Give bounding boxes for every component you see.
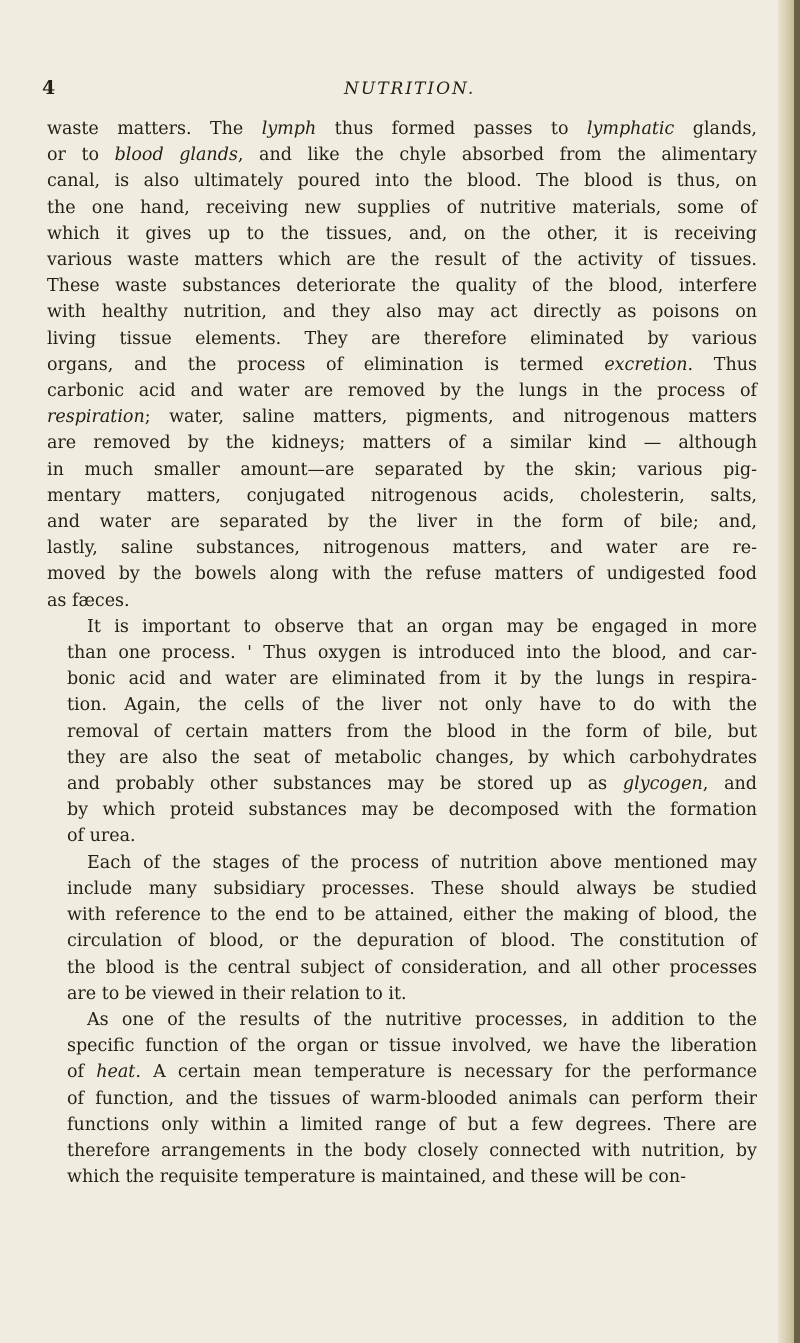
page-binding-edge	[794, 0, 800, 1343]
italic-term: glycogen	[622, 774, 703, 795]
text-run: bonic acid and water are eliminated from it by the lungs in respira-	[67, 669, 757, 690]
text-run: These waste substances deteriorate the quality of the blood, interfere	[47, 276, 757, 297]
text-run: of	[67, 1062, 97, 1083]
text-run: glands,	[674, 119, 757, 139]
text-line	[47, 1007, 757, 1033]
text-line	[47, 719, 757, 745]
text-run: as fæces.	[47, 590, 130, 611]
text-line	[47, 1033, 757, 1059]
text-line	[47, 981, 757, 1007]
paragraph	[47, 614, 757, 850]
text-run: , and	[702, 774, 757, 795]
text-run: carbonic acid and water are removed by the lungs in the process of	[47, 381, 757, 402]
body-text	[47, 116, 757, 1190]
paragraph	[47, 850, 757, 1007]
text-run: canal, is also ultimately poured into the blood. The blood is thus, on	[47, 171, 757, 192]
text-line	[47, 614, 757, 640]
text-run: they are also the seat of metabolic changes, by which carbohydrates	[67, 747, 757, 768]
text-line	[47, 168, 757, 194]
text-line	[47, 1138, 757, 1164]
text-line	[47, 142, 757, 168]
text-line	[47, 588, 757, 614]
paragraph	[47, 116, 757, 614]
text-line	[47, 745, 757, 771]
text-line	[47, 430, 757, 456]
text-line	[47, 1164, 757, 1190]
text-run: include many subsidiary processes. These should always be studied	[67, 878, 757, 899]
paragraph	[47, 1007, 757, 1190]
text-run: of function, and the tissues of warm-blooded animals can perform their	[67, 1088, 757, 1109]
text-run: which it gives up to the tissues, and, on the other, it is receiving	[47, 223, 757, 244]
text-line	[47, 1112, 757, 1138]
text-run: or to	[47, 145, 115, 166]
text-line	[47, 116, 757, 142]
text-line	[47, 509, 757, 535]
text-line	[47, 850, 757, 876]
text-run: the one hand, receiving new supplies of nutritive materials, some of	[47, 197, 757, 218]
text-line	[47, 640, 757, 666]
text-run: waste matters. The	[47, 119, 262, 139]
italic-term: lymphatic	[586, 119, 675, 139]
italic-term: respiration	[47, 407, 145, 428]
italic-term: heat	[96, 1062, 136, 1083]
text-run: of urea.	[67, 826, 136, 847]
italic-term: excretion	[604, 354, 688, 375]
text-line	[47, 1059, 757, 1085]
text-run: functions only within a limited range of but a few degrees. There are	[67, 1114, 757, 1135]
text-line	[47, 666, 757, 692]
text-line	[47, 823, 757, 849]
text-line	[47, 247, 757, 273]
text-run: moved by the bowels along with the refuse matters of undigested food	[47, 564, 757, 585]
text-line	[47, 273, 757, 299]
text-run: therefore arrangements in the body closely connected with nutrition, by	[67, 1140, 757, 1161]
italic-term: blood glands	[114, 145, 238, 166]
text-run: are to be viewed in their relation to it.	[67, 983, 407, 1004]
text-line	[47, 876, 757, 902]
text-run: and probably other substances may be stored up as	[67, 774, 623, 795]
text-run: and water are separated by the liver in the form of bile; and,	[47, 512, 757, 533]
text-run: specific function of the organ or tissue involved, we have the liberation	[67, 1036, 757, 1057]
text-line	[47, 404, 757, 430]
text-line	[47, 797, 757, 823]
text-run: the blood is the central subject of consideration, and all other processes	[67, 957, 757, 978]
text-line	[47, 326, 757, 352]
text-run: Each of the stages of the process of nutrition above mentioned may	[87, 852, 757, 873]
text-line	[47, 352, 757, 378]
text-run: ; water, saline matters, pigments, and nitrogenous matters	[144, 407, 757, 428]
text-line	[47, 221, 757, 247]
text-line	[47, 195, 757, 221]
text-line	[47, 378, 757, 404]
text-line	[47, 955, 757, 981]
text-run: , and like the chyle absorbed from the alimentary	[237, 145, 757, 166]
text-run: It is important to observe that an organ may be engaged in more	[87, 616, 757, 637]
text-run: As one of the results of the nutritive processes, in addition to the	[87, 1009, 757, 1030]
italic-term: lymph	[261, 119, 317, 139]
text-run: are removed by the kidneys; matters of a similar kind — although	[47, 433, 757, 454]
text-line	[47, 535, 757, 561]
text-run: . Thus	[687, 354, 757, 375]
text-line	[47, 299, 757, 325]
text-run: than one process. ' Thus oxygen is introduced into the blood, and car-	[67, 643, 757, 664]
text-line	[47, 483, 757, 509]
text-run: various waste matters which are the result of the activity of tissues.	[47, 250, 757, 271]
text-run: with healthy nutrition, and they also may act directly as poisons on	[47, 302, 757, 323]
text-run: by which proteid substances may be decomposed with the formation	[67, 800, 757, 821]
page-number: 4	[42, 77, 56, 99]
text-line	[47, 561, 757, 587]
text-line	[47, 692, 757, 718]
text-run: circulation of blood, or the depuration of blood. The constitution of	[67, 931, 757, 952]
text-run: . A certain mean temperature is necessary for the performance	[135, 1062, 757, 1083]
text-run: lastly, saline substances, nitrogenous matters, and water are re-	[47, 538, 757, 559]
text-run: with reference to the end to be attained, either the making of blood, the	[67, 905, 757, 926]
text-run: in much smaller amount—are separated by the skin; various pig-	[47, 459, 757, 480]
text-run: living tissue elements. They are therefore eliminated by various	[47, 328, 757, 349]
text-line	[47, 928, 757, 954]
running-title: NUTRITION.	[344, 79, 476, 99]
text-run: organs, and the process of elimination is termed	[47, 354, 605, 375]
text-line	[47, 1086, 757, 1112]
text-line	[47, 902, 757, 928]
text-run: tion. Again, the cells of the liver not only have to do with the	[67, 695, 757, 716]
text-run: removal of certain matters from the blood in the form of bile, but	[67, 721, 757, 742]
text-line	[47, 771, 757, 797]
text-run: which the requisite temperature is maintained, and these will be con-	[67, 1167, 687, 1188]
text-run: mentary matters, conjugated nitrogenous acids, cholesterin, salts,	[47, 485, 757, 506]
text-run: thus formed passes to	[316, 119, 587, 139]
text-line	[47, 457, 757, 483]
page-header	[0, 77, 800, 109]
